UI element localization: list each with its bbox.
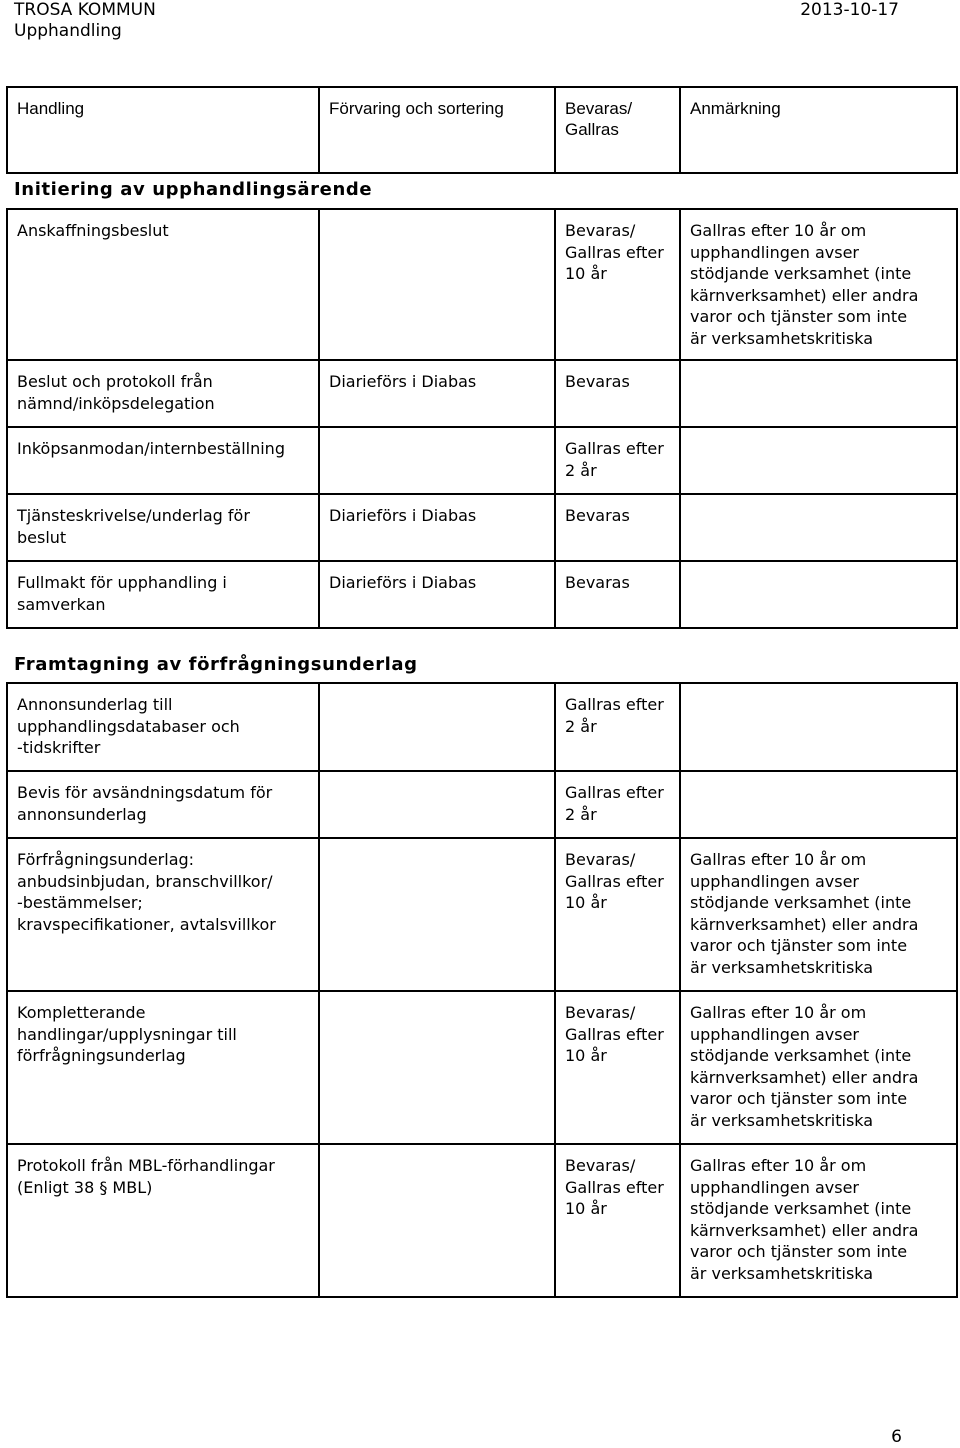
cell-forvaring: Diarieförs i Diabas <box>319 494 555 561</box>
cell-anmarkning <box>680 771 957 838</box>
cell-handling: Annonsunderlag till upphandlingsdatabaser och -tidskrifter <box>7 683 319 771</box>
cell-bevaras: Gallras efter 2 år <box>555 683 680 771</box>
document-date: 2013-10-17 <box>800 0 899 20</box>
records-table <box>6 682 958 1298</box>
cell-handling: Förfrågningsunderlag: anbudsinbjudan, branschvillkor/ -bestämmelser; kravspecifikationer, avtalsvillkor <box>7 838 319 991</box>
cell-forvaring <box>319 1144 555 1297</box>
column-header-bevaras: Bevaras/ Gallras <box>555 87 680 173</box>
table-row <box>7 683 957 771</box>
column-header-table <box>6 86 958 174</box>
cell-forvaring <box>319 838 555 991</box>
cell-anmarkning: Gallras efter 10 år om upphandlingen avser stödjande verksamhet (inte kärnverksamhet) eller andra varor och tjänster som inte är verksamhetskritiska <box>680 1144 957 1297</box>
cell-handling: Inköpsanmodan/internbeställning <box>7 427 319 494</box>
cell-bevaras: Bevaras/ Gallras efter 10 år <box>555 1144 680 1297</box>
table-row <box>7 561 957 628</box>
table-row <box>7 209 957 360</box>
cell-anmarkning <box>680 561 957 628</box>
table-row <box>7 360 957 427</box>
section-title: Initiering av upphandlingsärende <box>14 179 373 200</box>
section-title: Framtagning av förfrågningsunderlag <box>14 654 418 675</box>
cell-forvaring: Diarieförs i Diabas <box>319 561 555 628</box>
table-row <box>7 771 957 838</box>
cell-bevaras: Bevaras/ Gallras efter 10 år <box>555 209 680 360</box>
cell-handling: Beslut och protokoll från nämnd/inköpsdelegation <box>7 360 319 427</box>
cell-forvaring <box>319 209 555 360</box>
table-row <box>7 838 957 991</box>
cell-bevaras: Gallras efter 2 år <box>555 771 680 838</box>
cell-handling: Tjänsteskrivelse/underlag för beslut <box>7 494 319 561</box>
cell-bevaras: Bevaras/ Gallras efter 10 år <box>555 838 680 991</box>
cell-forvaring <box>319 683 555 771</box>
table-row <box>7 427 957 494</box>
records-table <box>6 208 958 629</box>
cell-handling: Bevis för avsändningsdatum för annonsunderlag <box>7 771 319 838</box>
page-number: 6 <box>891 1427 902 1447</box>
cell-forvaring <box>319 771 555 838</box>
cell-bevaras: Bevaras <box>555 494 680 561</box>
cell-bevaras: Gallras efter 2 år <box>555 427 680 494</box>
cell-handling: Anskaffningsbeslut <box>7 209 319 360</box>
cell-bevaras: Bevaras <box>555 360 680 427</box>
cell-handling: Fullmakt för upphandling i samverkan <box>7 561 319 628</box>
cell-anmarkning <box>680 427 957 494</box>
cell-bevaras: Bevaras <box>555 561 680 628</box>
cell-handling: Protokoll från MBL-förhandlingar (Enligt 38 § MBL) <box>7 1144 319 1297</box>
cell-anmarkning <box>680 683 957 771</box>
table-row <box>7 991 957 1144</box>
column-header-anmarkning: Anmärkning <box>680 87 957 173</box>
cell-anmarkning <box>680 494 957 561</box>
document-subject: Upphandling <box>14 21 122 41</box>
cell-anmarkning: Gallras efter 10 år om upphandlingen avser stödjande verksamhet (inte kärnverksamhet) eller andra varor och tjänster som inte är verksamhetskritiska <box>680 991 957 1144</box>
column-header-row <box>7 87 957 173</box>
org-name: TROSA KOMMUN <box>14 0 156 20</box>
cell-anmarkning <box>680 360 957 427</box>
cell-handling: Kompletterande handlingar/upplysningar till förfrågningsunderlag <box>7 991 319 1144</box>
cell-anmarkning: Gallras efter 10 år om upphandlingen avser stödjande verksamhet (inte kärnverksamhet) eller andra varor och tjänster som inte är verksamhetskritiska <box>680 838 957 991</box>
column-header-handling: Handling <box>7 87 319 173</box>
cell-anmarkning: Gallras efter 10 år om upphandlingen avser stödjande verksamhet (inte kärnverksamhet) eller andra varor och tjänster som inte är verksamhetskritiska <box>680 209 957 360</box>
cell-forvaring <box>319 991 555 1144</box>
table-row <box>7 1144 957 1297</box>
cell-bevaras: Bevaras/ Gallras efter 10 år <box>555 991 680 1144</box>
table-row <box>7 494 957 561</box>
cell-forvaring: Diarieförs i Diabas <box>319 360 555 427</box>
cell-forvaring <box>319 427 555 494</box>
column-header-forvaring: Förvaring och sortering <box>319 87 555 173</box>
